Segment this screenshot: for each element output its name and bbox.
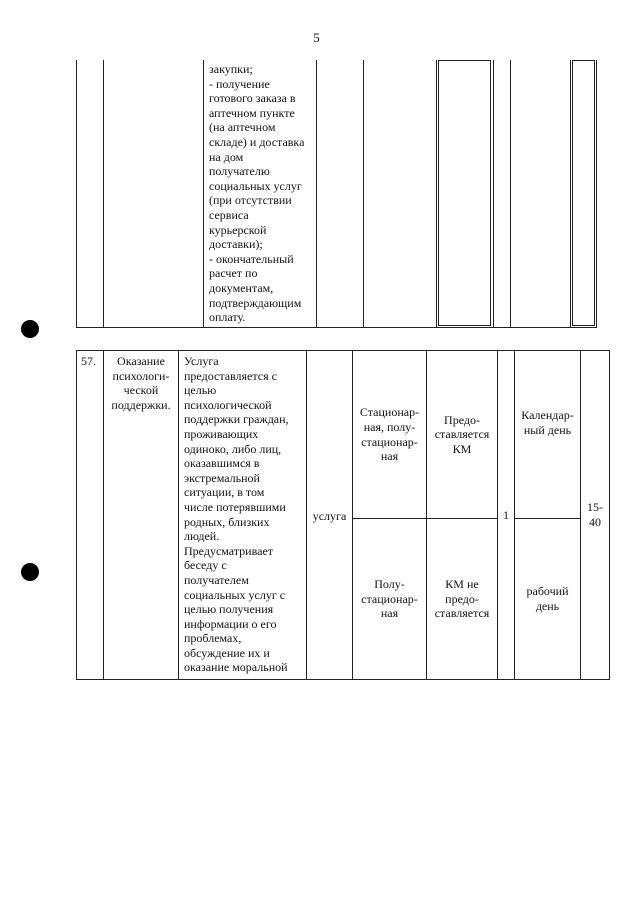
row57-km-1 (427, 351, 497, 519)
description-line: целью (184, 383, 217, 398)
description-line: информации о его (184, 616, 277, 631)
description-line: родных, близких (184, 514, 270, 529)
form-line: ная (380, 449, 399, 464)
row57-description (184, 354, 302, 675)
row57-km-2 (427, 519, 497, 679)
page-number: 5 (313, 30, 320, 45)
form-line: ная, полу- (363, 419, 416, 434)
row57-name-cell (103, 350, 178, 680)
punch-hole-bottom (21, 563, 39, 581)
row57-time-cell (580, 350, 610, 680)
punch-hole-top (21, 320, 39, 338)
row57-form-column (352, 350, 426, 680)
description-line: одиноко, либо лиц, (184, 441, 282, 456)
description-line: оказавшимся в (184, 456, 260, 471)
time-line: 15- (587, 500, 603, 515)
row57-service-name (106, 354, 176, 412)
continuation-line: социальных услуг (209, 178, 302, 193)
description-line: проблемах, (184, 631, 242, 646)
row57-period-column (514, 350, 580, 680)
form-line: Полу- (374, 577, 405, 592)
continuation-line: курьерской (209, 222, 267, 237)
cont-col-period (510, 60, 570, 328)
time-line: 40 (589, 515, 601, 529)
row57-km-column (426, 350, 497, 680)
cont-time-inner-box (572, 60, 595, 326)
row57-unit: услуга (312, 508, 347, 523)
continuation-line: складе) и доставка (209, 134, 305, 149)
description-line: ситуации, в том (184, 485, 265, 500)
km-line: ставляется (434, 606, 490, 621)
continuation-line: подтверждающим (209, 295, 302, 310)
continuation-line: (при отсутствии (209, 193, 292, 208)
row57-qty-cell (497, 350, 514, 680)
cont-col-number (76, 60, 103, 328)
service-name-line: Оказание (117, 354, 165, 368)
description-line: целью получения (184, 602, 274, 617)
continuation-line: получателю (209, 164, 270, 179)
continuation-line: - окончательный (209, 251, 294, 266)
row57-period-1 (515, 351, 580, 519)
row57-description-cell (178, 350, 306, 680)
continuation-line: расчет по (209, 266, 258, 281)
continuation-line: - получение (209, 76, 270, 91)
form-line: Стационар- (359, 405, 420, 420)
cont-km-inner-box (438, 60, 491, 326)
row57-time (587, 500, 603, 529)
km-line: КМ не (445, 577, 479, 592)
continuation-line: оплату. (209, 310, 246, 325)
period-line: Календар- (521, 407, 574, 422)
description-line: психологической (184, 397, 272, 412)
service-name-line: психологи- (112, 368, 170, 383)
km-line: КМ (452, 441, 472, 456)
continuation-line: готового заказа в (209, 91, 296, 106)
form-line: стационар- (361, 434, 418, 449)
description-line: Услуга (184, 354, 219, 368)
description-line: Предусматривает (184, 543, 274, 558)
description-line: обсуждение их и (184, 645, 270, 660)
form-line: стационар- (361, 591, 418, 606)
continuation-line: доставки); (209, 237, 263, 252)
km-line: Предо- (444, 412, 480, 427)
description-line: экстремальной (184, 470, 260, 485)
description-line: проживающих (184, 426, 259, 441)
description-line: получателем (184, 572, 249, 587)
description-line: предоставляется с (184, 368, 277, 383)
service-name-line: поддержки. (111, 397, 171, 412)
km-line: предо- (445, 591, 479, 606)
continuation-line: документам, (209, 280, 274, 295)
period-line: ный день (523, 422, 572, 437)
description-line: числе потерявшими (184, 499, 286, 514)
row57-unit-cell (306, 350, 352, 680)
row57-number-cell (76, 350, 103, 680)
form-line: ная (380, 606, 399, 621)
description-line: людей. (184, 529, 220, 544)
service-name-line: ческой (123, 383, 159, 398)
row57-quantity: 1 (503, 507, 509, 522)
period-line: рабочий (526, 584, 569, 599)
description-line: социальных услуг с (184, 587, 286, 602)
cont-col-form (363, 60, 436, 328)
description-line: беседу с (184, 558, 227, 573)
description-line: поддержки граждан, (184, 412, 289, 427)
row57-period-2 (515, 519, 580, 679)
row57-number: 57. (81, 354, 96, 368)
cont-col-qty (493, 60, 510, 328)
cont-col-name (103, 60, 203, 328)
continuation-line: (на аптечном (209, 120, 276, 135)
continuation-line: на дом (209, 149, 244, 164)
cont-col-description (203, 60, 316, 328)
description-line: оказание моральной (184, 660, 288, 675)
continuation-line: сервиса (209, 207, 249, 222)
continuation-line: закупки; (209, 62, 253, 76)
continuation-text (209, 62, 312, 325)
row57-form-2 (353, 519, 426, 679)
km-line: ставляется (434, 427, 490, 442)
cont-col-unit (316, 60, 363, 328)
row57-form-1 (353, 351, 426, 519)
period-line: день (535, 599, 560, 613)
continuation-line: аптечном пункте (209, 105, 295, 120)
